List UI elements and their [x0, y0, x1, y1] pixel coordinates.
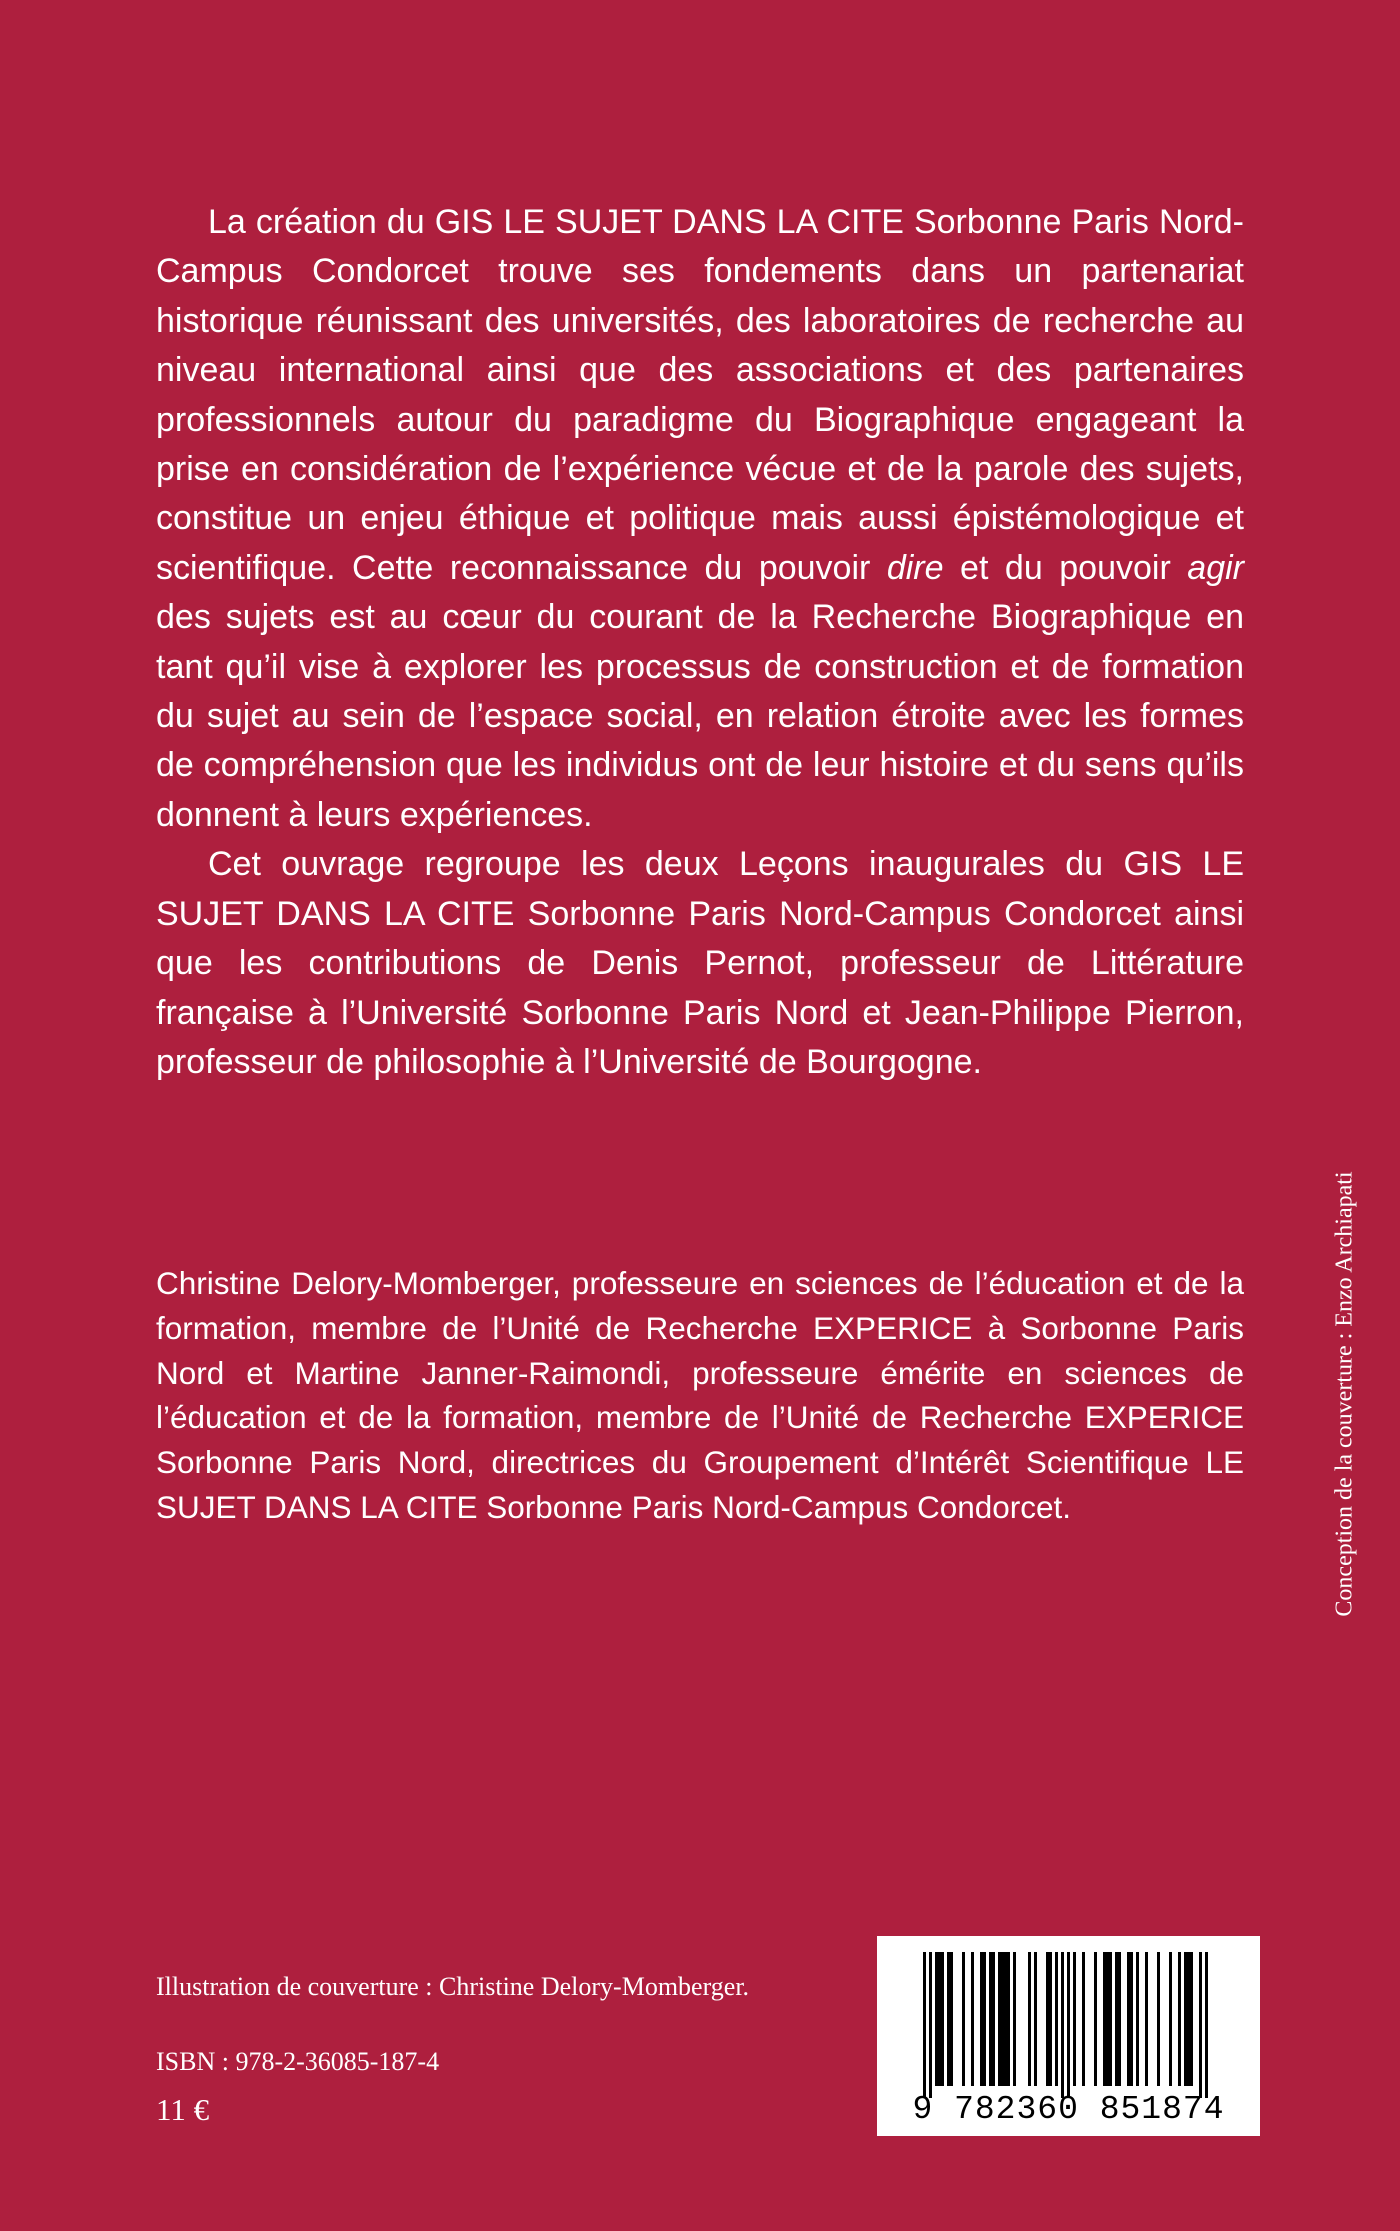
barcode-bar	[962, 1952, 965, 2086]
barcode-bar	[923, 1952, 926, 2098]
barcode-bar	[1118, 1952, 1121, 2086]
barcode-bar	[1028, 1952, 1031, 2086]
barcode-bar	[1061, 1952, 1064, 2098]
barcode-bar	[1001, 1952, 1004, 2086]
barcode	[877, 1936, 1260, 2136]
barcode-bar	[1169, 1952, 1172, 2086]
barcode-bar	[1178, 1952, 1181, 2086]
barcode-bar	[1094, 1952, 1097, 2086]
barcode-bar	[983, 1952, 986, 2086]
barcode-bar	[1205, 1952, 1208, 2098]
barcode-bar	[1115, 1952, 1118, 2086]
barcode-number: 9 782360 851874	[912, 2091, 1225, 2128]
barcode-bar	[1199, 1952, 1202, 2098]
back-cover-summary	[156, 198, 1244, 1087]
barcode-bar	[1046, 1952, 1049, 2086]
barcode-bar	[1157, 1952, 1160, 2086]
barcode-bar	[998, 1952, 1001, 2086]
summary-paragraph-2: Cet ouvrage regroupe les deux Leçons inaugurales du GIS LE SUJET DANS LA CITE Sorbonne Paris Nord-Campus Condorcet ainsi que les contributions de Denis Pernot, professeur de Littérature française à l’Université Sorbonne Paris Nord et Jean-Philippe Pierron, professeur de philosophie à l’Université de Bourgogne.	[156, 845, 1244, 1081]
barcode-bar	[1106, 1952, 1109, 2086]
authors-bio	[156, 1261, 1244, 1530]
barcode-bar	[971, 1952, 974, 2086]
barcode-bar	[992, 1952, 995, 2086]
barcode-bar	[1007, 1952, 1010, 2086]
barcode-bar	[1130, 1952, 1133, 2086]
barcode-bar	[947, 1952, 950, 2086]
barcode-bar	[1145, 1952, 1148, 2086]
barcode-bar	[1184, 1952, 1187, 2086]
barcode-bar	[938, 1952, 941, 2086]
barcode-bar	[1136, 1952, 1139, 2086]
barcode-bar	[1127, 1952, 1130, 2086]
barcode-bar	[950, 1952, 953, 2086]
barcode-bar	[1067, 1952, 1070, 2098]
cover-design-credit: Conception de la couverture : Enzo Archiapati	[1331, 1171, 1358, 1617]
barcode-bar	[1055, 1952, 1058, 2086]
summary-paragraph-1: La création du GIS LE SUJET DANS LA CITE Sorbonne Paris Nord-Campus Condorcet trouve ses fondements dans un partenariat historique réunissant des universités, des laboratoires de recherche au niveau international ainsi que des associations et des partenaires professionnels autour du paradigme du Biographique engageant la prise en considération de l’expérience vécue et de la parole des sujets, constitue un enjeu éthique et politique mais aussi épistémologique et scientifique. Cette reconnaissance du pouvoir dire et du pouvoir agir des sujets est au cœur du courant de la Recherche Biographique en tant qu’il vise à explorer les processus de construction et de formation du sujet au sein de l’espace social, en relation étroite avec les formes de compréhension que les individus ont de leur histoire et du sens qu’ils donnent à leurs expériences.	[156, 203, 1244, 834]
barcode-bar	[1103, 1952, 1106, 2086]
barcode-bar	[1013, 1952, 1016, 2086]
barcode-bar	[989, 1952, 992, 2086]
barcode-bar	[1004, 1952, 1007, 2086]
barcode-bar	[980, 1952, 983, 2086]
barcode-bar	[1034, 1952, 1037, 2086]
barcode-bar	[1082, 1952, 1085, 2086]
barcode-bar	[941, 1952, 944, 2086]
authors-bio-paragraph: Christine Delory-Momberger, professeure en sciences de l’éducation et de la formation, membre de l’Unité de Recherche EXPERICE à Sorbonne Paris Nord et Martine Janner-Raimondi, professeure émérite en sciences de l’éducation et de la formation, membre de l’Unité de Recherche EXPERICE Sorbonne Paris Nord, directrices du Groupement d’Intérêt Scientifique LE SUJET DANS LA CITE Sorbonne Paris Nord-Campus Condorcet.	[156, 1265, 1244, 1525]
barcode-bar	[929, 1952, 932, 2098]
isbn: ISBN : 978-2-36085-187-4	[156, 2047, 440, 2076]
barcode-bar	[1073, 1952, 1076, 2086]
barcode-bar	[1190, 1952, 1193, 2086]
barcode-bar	[1109, 1952, 1112, 2086]
barcode-bar	[1187, 1952, 1190, 2086]
barcode-bar	[935, 1952, 938, 2086]
barcode-bar	[1049, 1952, 1052, 2086]
illustration-credit: Illustration de couverture : Christine Delory-Momberger.	[156, 1972, 750, 2001]
price: 11 €	[156, 2092, 210, 2127]
